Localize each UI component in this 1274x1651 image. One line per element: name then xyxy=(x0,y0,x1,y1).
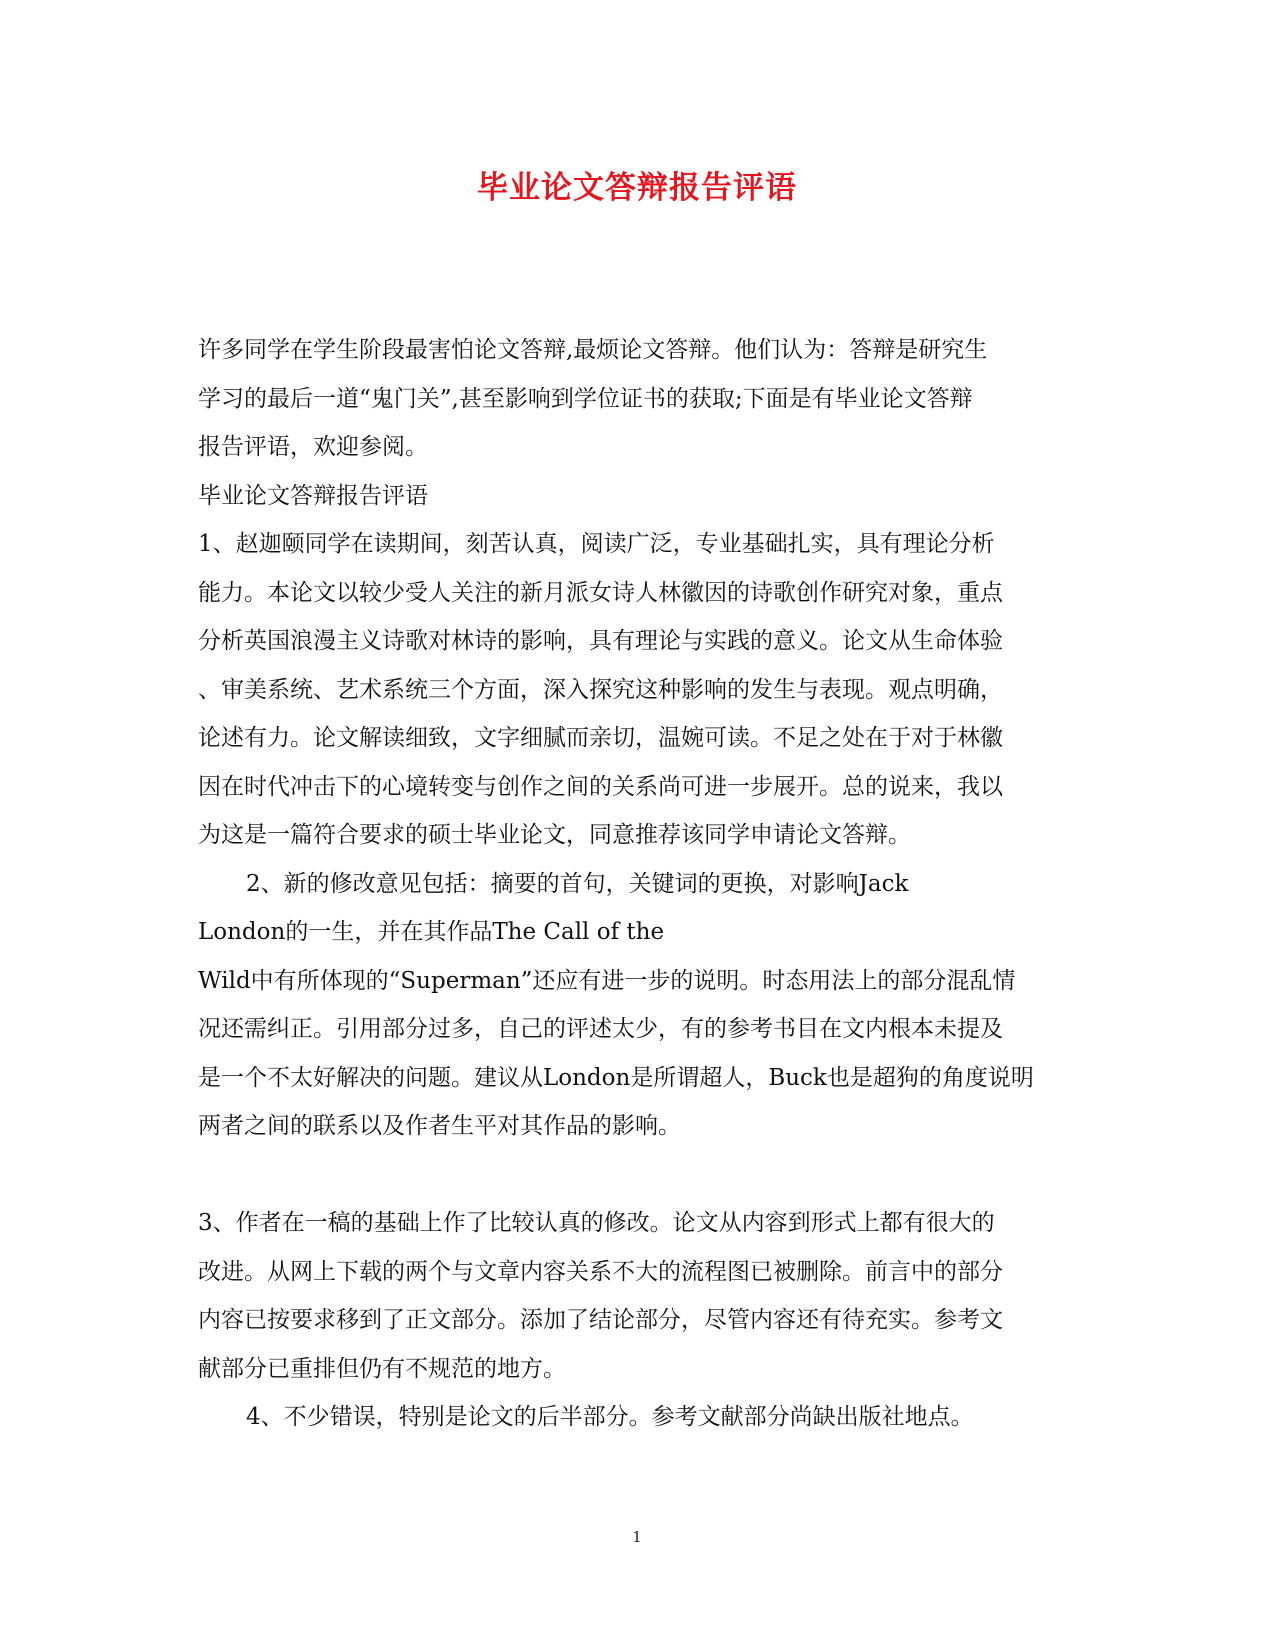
paragraph-line: 改进。从网上下载的两个与文章内容关系不大的流程图已被删除。前言中的部分 xyxy=(198,1258,1003,1285)
paragraph-line: 、审美系统、艺术系统三个方面，深入探究这种影响的发生与表现。观点明确， xyxy=(198,676,1003,703)
paragraph-line: 2、新的修改意见包括：摘要的首句，关键词的更换，对影响Jack xyxy=(246,870,909,897)
paragraph-line: 为这是一篇符合要求的硕士毕业论文，同意推荐该同学申请论文答辩。 xyxy=(198,822,911,848)
paragraph-line: 1、赵迦颐同学在读期间，刻苦认真，阅读广泛，专业基础扎实，具有理论分析 xyxy=(198,531,995,557)
paragraph-line: 分析英国浪漫主义诗歌对林诗的影响，具有理论与实践的意义。论文从生命体验 xyxy=(198,628,1003,654)
section-heading: 毕业论文答辩报告评语 xyxy=(198,482,428,509)
paragraph-line: 4、不少错误，特别是论文的后半部分。参考文献部分尚缺出版社地点。 xyxy=(246,1404,974,1430)
paragraph-line: 报告评语，欢迎参阅。 xyxy=(198,434,428,460)
paragraph-line: 是一个不太好解决的问题。建议从London是所谓超人，Buck也是超狗的角度说明 xyxy=(198,1064,1034,1091)
paragraph-line: London的一生，并在其作品The Call of the xyxy=(198,919,665,945)
paragraph-line: 两者之间的联系以及作者生平对其作品的影响。 xyxy=(198,1113,681,1139)
document-title: 毕业论文答辩报告评语 xyxy=(477,170,797,206)
blank-line xyxy=(198,1151,1083,1200)
paragraph-line: 况还需纠正。引用部分过多，自己的评述太少，有的参考书目在文内根本未提及 xyxy=(198,1016,1003,1042)
document-body xyxy=(198,326,1083,1442)
paragraph-line: Wild中有所体现的“Superman”还应有进一步的说明。时态用法上的部分混乱情 xyxy=(198,967,1016,994)
paragraph-line: 能力。本论文以较少受人关注的新月派女诗人林徽因的诗歌创作研究对象，重点 xyxy=(198,579,1003,606)
paragraph-line: 因在时代冲击下的心境转变与创作之间的关系尚可进一步展开。总的说来，我以 xyxy=(198,773,1003,800)
paragraph-line: 论述有力。论文解读细致，文字细腻而亲切，温婉可读。不足之处在于对于林徽 xyxy=(198,725,1003,751)
paragraph-line: 学习的最后一道“鬼门关”,甚至影响到学位证书的获取;下面是有毕业论文答辩 xyxy=(198,385,973,412)
paragraph-line: 内容已按要求移到了正文部分。添加了结论部分，尽管内容还有待充实。参考文 xyxy=(198,1307,1003,1333)
paragraph-line: 许多同学在学生阶段最害怕论文答辩,最烦论文答辩。他们认为：答辩是研究生 xyxy=(198,337,988,363)
paragraph-line: 3、作者在一稿的基础上作了比较认真的修改。论文从内容到形式上都有很大的 xyxy=(198,1210,995,1236)
paragraph-line: 献部分已重排但仍有不规范的地方。 xyxy=(198,1355,566,1382)
page-number: 1 xyxy=(632,1528,642,1546)
